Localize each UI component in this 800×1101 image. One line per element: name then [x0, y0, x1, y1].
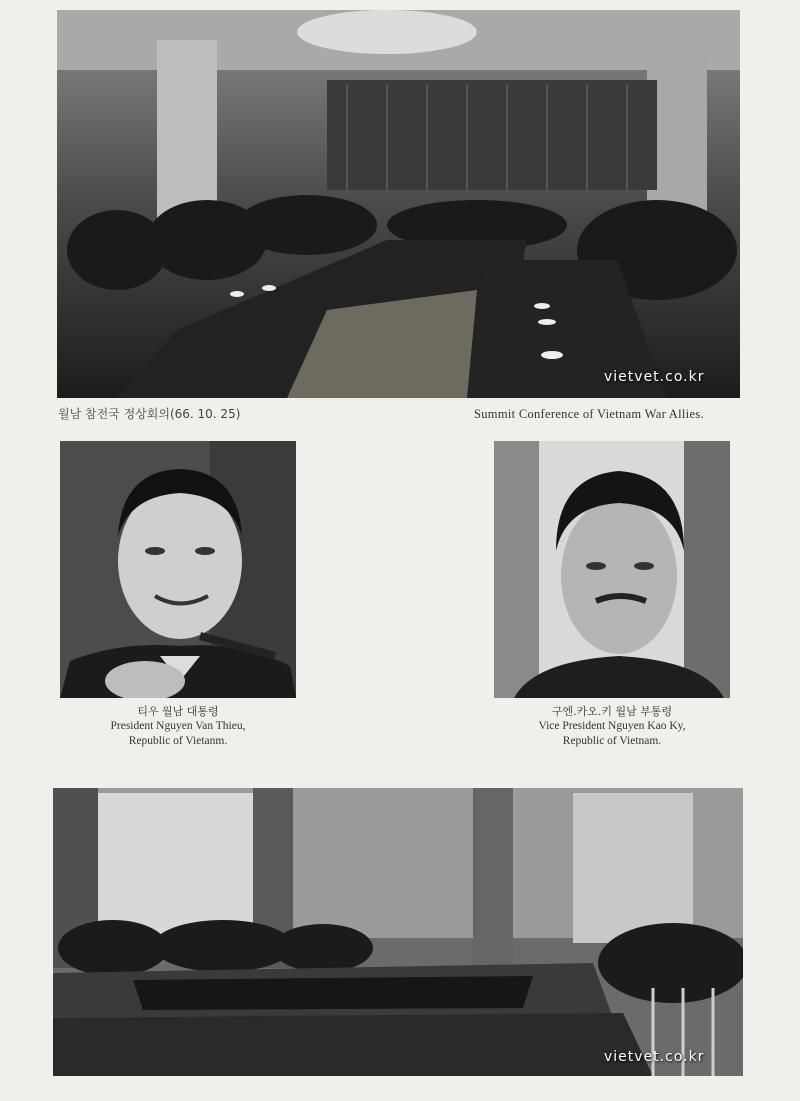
conference-table-image [53, 788, 743, 1076]
thieu-caption-korean: 티우 월남 대통령 [137, 705, 219, 718]
summit-photo-image [57, 10, 740, 398]
watermark-text-bottom: vietvet.co.kr [604, 1049, 705, 1065]
conference-table-photo [53, 788, 743, 1076]
portrait-ky-image [494, 441, 730, 698]
portrait-thieu-caption [48, 704, 308, 749]
portrait-ky-photo [494, 441, 730, 698]
ky-caption-line1: Vice President Nguyen Kao Ky, [538, 720, 686, 732]
ky-caption-korean: 구엔.카오.키 월남 부통령 [551, 705, 673, 718]
ky-caption-line2: Republic of Vietnam. [562, 735, 662, 747]
summit-caption-korean: 월남 참전국 정상회의(66. 10. 25) [58, 407, 241, 421]
summit-caption-english: Summit Conference of Vietnam War Allies. [474, 407, 704, 421]
portrait-thieu-image [60, 441, 296, 698]
summit-conference-photo [57, 10, 740, 398]
watermark-text: vietvet.co.kr [604, 369, 705, 385]
portrait-thieu-photo [60, 441, 296, 698]
thieu-caption-line2: Republic of Vietanm. [128, 735, 228, 747]
thieu-caption-line1: President Nguyen Van Thieu, [110, 720, 246, 732]
portrait-ky-caption [482, 704, 742, 749]
